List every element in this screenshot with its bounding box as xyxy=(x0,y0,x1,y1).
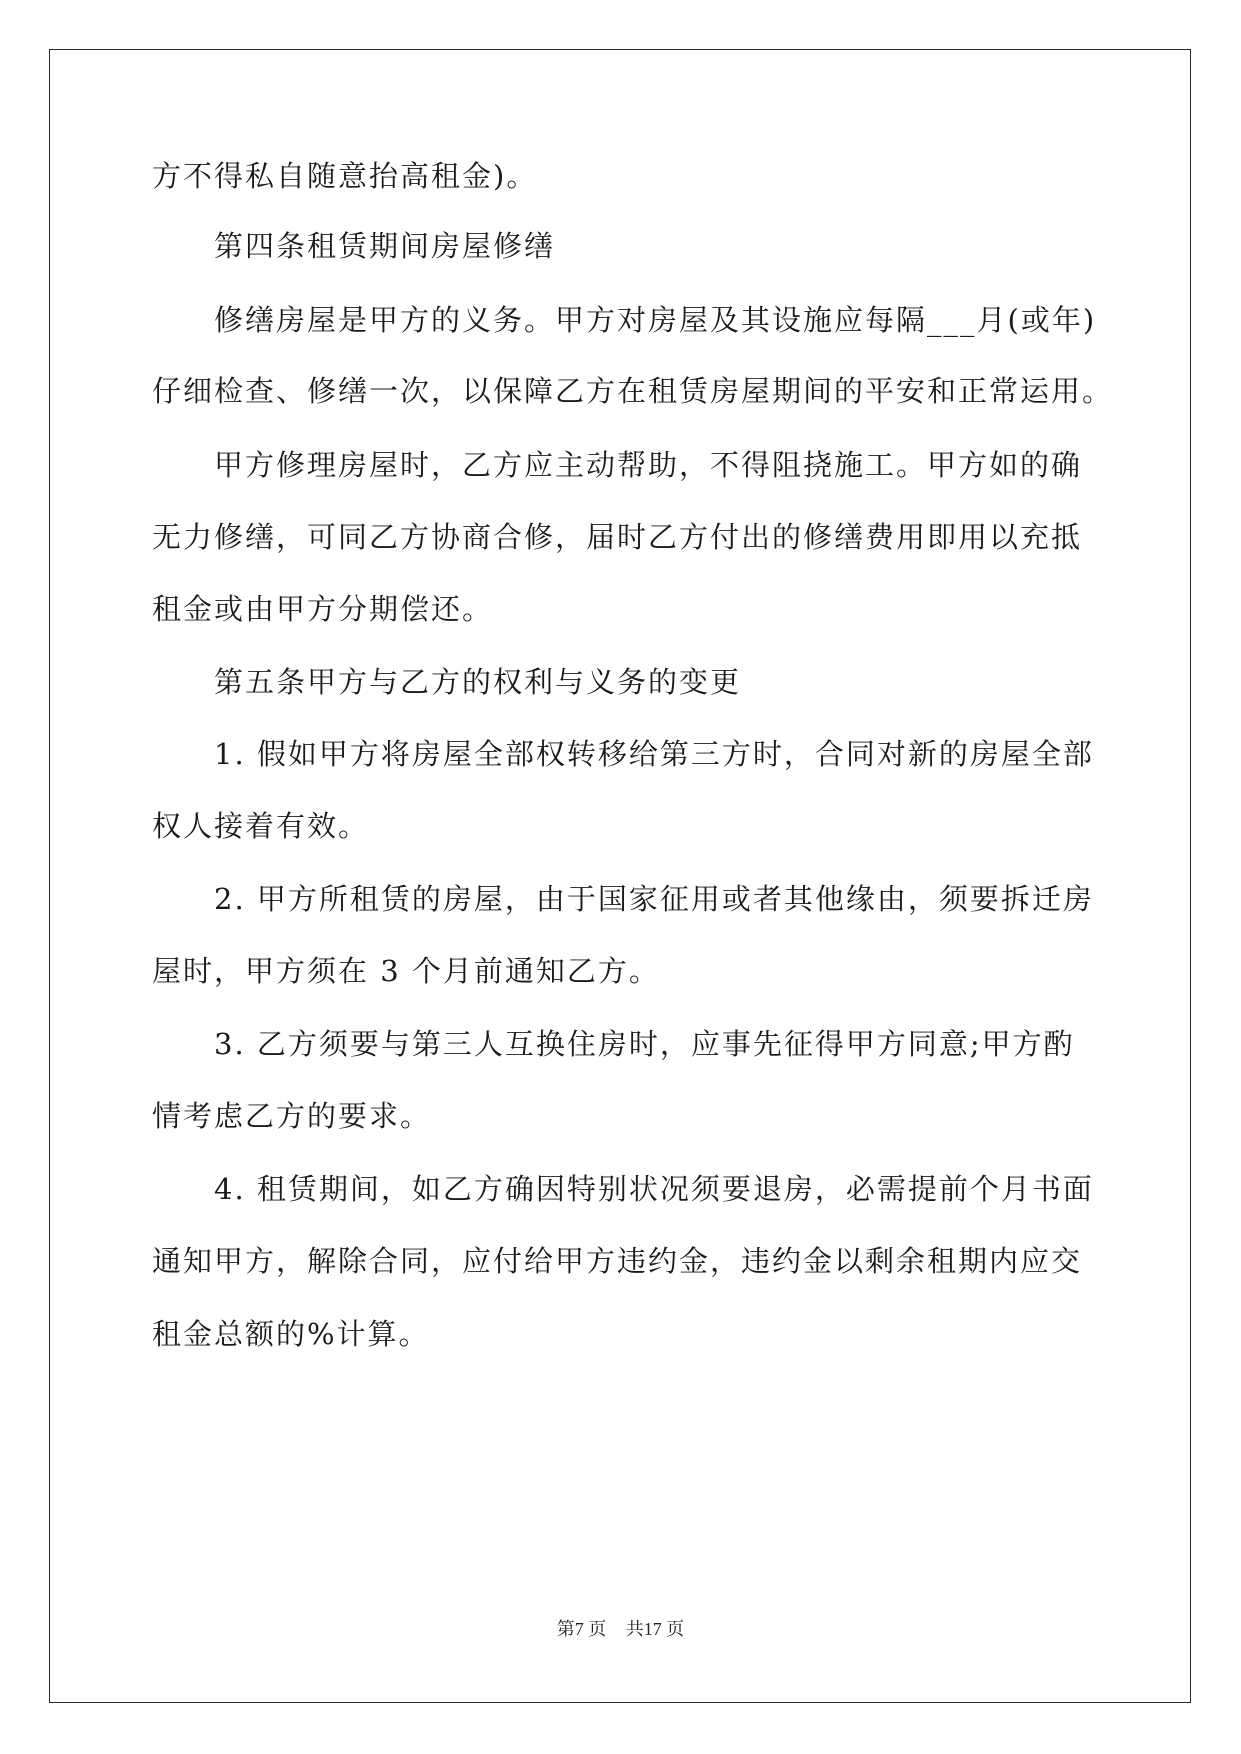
text-line: 2. 甲方所租赁的房屋，由于国家征用或者其他缘由，须要拆迁房 xyxy=(214,882,1094,916)
text-line: 4. 租赁期间，如乙方确因特别状况须要退房，必需提前个月书面 xyxy=(214,1172,1094,1206)
text-line: 仔细检查、修缮一次，以保障乙方在租赁房屋期间的平安和正常运用。 xyxy=(152,374,1114,408)
text-line: 权人接着有效。 xyxy=(152,809,370,843)
text-line: 1. 假如甲方将房屋全部权转移给第三方时，合同对新的房屋全部 xyxy=(214,737,1094,771)
section-heading: 第四条租赁期间房屋修缮 xyxy=(214,229,556,263)
text-line: 方不得私自随意抬高租金)。 xyxy=(152,159,538,193)
page-number: 第7 页 xyxy=(556,1619,607,1639)
page-footer xyxy=(0,1617,1241,1641)
text-line: 甲方修理房屋时，乙方应主动帮助，不得阻挠施工。甲方如的确 xyxy=(214,448,1083,482)
page-total: 共17 页 xyxy=(625,1619,685,1639)
text-line: 情考虑乙方的要求。 xyxy=(152,1099,432,1133)
text-line: 屋时，甲方须在 3 个月前通知乙方。 xyxy=(152,954,660,988)
section-heading: 第五条甲方与乙方的权利与义务的变更 xyxy=(214,665,742,699)
page-border xyxy=(49,49,1191,1703)
text-line: 租金总额的%计算。 xyxy=(152,1317,430,1351)
text-line: 修缮房屋是甲方的义务。甲方对房屋及其设施应每隔___月(或年) xyxy=(214,303,1097,337)
text-line: 租金或由甲方分期偿还。 xyxy=(152,592,494,626)
text-line: 无力修缮，可同乙方协商合修，届时乙方付出的修缮费用即用以充抵 xyxy=(152,520,1083,554)
text-line: 通知甲方，解除合同，应付给甲方违约金，违约金以剩余租期内应交 xyxy=(152,1244,1083,1278)
text-line: 3. 乙方须要与第三人互换住房时，应事先征得甲方同意;甲方酌 xyxy=(214,1027,1075,1061)
